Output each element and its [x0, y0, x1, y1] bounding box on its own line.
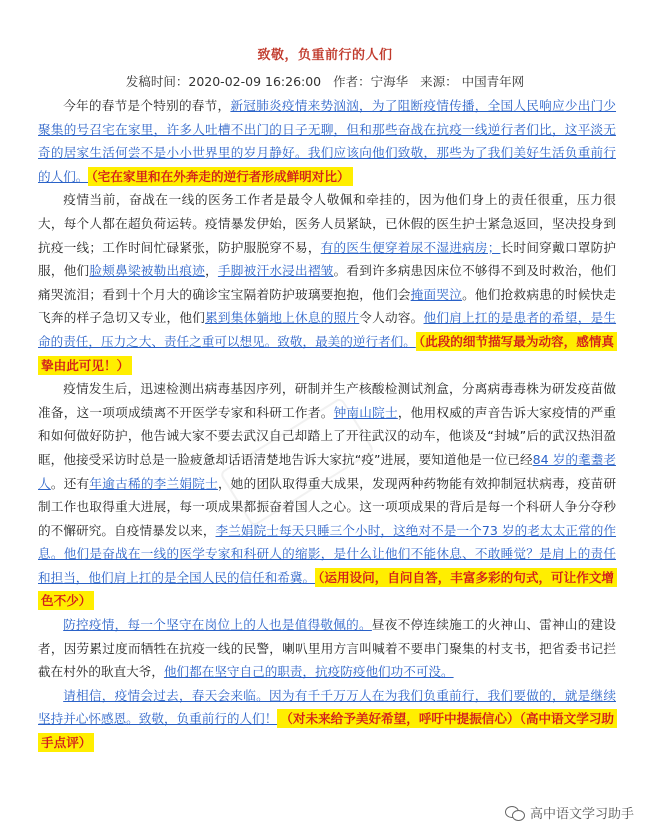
body-text: 疫情当前，奋战在一线的医务工作者是最令人敬佩和牵挂的，因为他们身上的责任很重，压力很大，每个人都在超负荷运转。疫情暴发伊始，医务人员紧缺，已休假的医生护士紧急返回，坚决投身到抗疫一线；工作时间忙碌紧张，防护服脱穿不易，	[38, 192, 616, 255]
body-text: 今年的春节是个特别的春节，	[63, 98, 231, 113]
article-meta	[0, 72, 650, 90]
underlined-highlight: 防控疫情，每一个坚守在岗位上的人也是值得敬佩的。	[63, 617, 372, 633]
underlined-highlight: 请相信，疫情会过去，春天会来临。因为有千千万万人在为我们负重前行，我们要做的，就是继续坚持并心怀感恩。致敬，负重前行的人们！	[38, 687, 616, 727]
annotation-note: （此段的细节描写最为动容，感情真挚由此可见！）	[38, 332, 617, 375]
underlined-highlight: 手脚被汗水浸出褶皱	[217, 263, 334, 279]
body-text: ，	[205, 263, 218, 279]
underlined-highlight: 掩面哭泣	[410, 286, 463, 302]
underlined-highlight: 新冠肺炎疫情来势汹汹，为了阻断疫情传播，全国人民响应少出门少聚集的号召宅在家里，许多人吐槽不出门的日子无聊，但和那些奋战在抗疫一线逆行者们比，这平淡无奇的居家生活何尝不是小小世界里的岁月静好。我们应该向他们致敬，那些为了我们美好生活负重前行的人们。	[38, 98, 617, 184]
brand-watermark	[503, 803, 636, 822]
article-paragraph	[38, 684, 616, 755]
body-text: 昼夜不停连续施工的火神山、雷神山的建设者，因劳累过度而牺牲在抗疫一线的民警，喇叭里用方言叫喊着不要串门聚集的村支书，把省委书记拦截在村外的耿直大爷，	[38, 617, 617, 680]
author: 作者：宁海华	[333, 74, 409, 89]
article-body	[38, 94, 616, 755]
article-paragraph	[38, 94, 616, 188]
body-text: 。还有	[50, 475, 90, 491]
publish-date: 发稿时间：2020-02-09 16:26:00	[125, 74, 322, 89]
underlined-highlight: 他们肩上扛的是患者的希望，是生命的责任，压力之大、责任之重可以想见。致敬，最美的逆行者们。	[38, 310, 617, 349]
article-paragraph	[38, 188, 616, 377]
annotation-note: （宅在家里和在外奔走的逆行者形成鲜明对比）	[88, 167, 352, 186]
annotation-note: （运用设问，自问自答，丰富多彩的句式，可让作文增色不少）	[38, 568, 617, 611]
source: 来源： 中国青年网	[420, 74, 525, 89]
body-text: ，他用权威的声音告诉大家疫情的严重和如何做好防护，他告诫大家不要去武汉自己却踏上了开往武汉的动车，他谈及“封城”后的武汉热泪盈眶，他接受采访时总是一脸疲惫却话语清楚地告诉大家抗“疫”进展，要知道他是一位已经	[38, 404, 617, 467]
underlined-highlight: 年逾古稀的李兰娟院士	[89, 475, 218, 491]
wechat-icon	[505, 805, 525, 821]
body-text: 。看到许多病患因床位不够得不到及时救治，他们痛哭流泪；看到十个月大的确诊宝宝隔着防护玻璃要抱抱，他们会	[38, 263, 617, 302]
body-text: 长时间穿戴口罩防护服，他们	[38, 239, 617, 279]
article-paragraph	[38, 377, 616, 613]
body-text: 。他们抢救病患的时候快走飞奔的样子急切又专业，他们	[38, 286, 617, 326]
underlined-highlight: 累到集体躺地上休息的照片	[205, 310, 360, 326]
body-text: ，她的团队取得重大成果，发现两种药物能有效抑制冠状病毒，疫苗研制工作也取得重大进展，每一项成果都振奋着国人之心。这一项项成果的背后是每一个科研人争分夺秒的不懈研究。自疫情暴发以来，	[38, 475, 617, 538]
body-text: 疫情发生后，迅速检测出病毒基因序列，研制并生产核酸检测试剂盒，分离病毒毒株为研发疫苗做准备，这一项项成绩离不开医学专家和科研工作者。	[38, 381, 616, 420]
underlined-highlight: 有的医生便穿着尿不湿进病房；	[320, 239, 501, 255]
article-title: 致敬，负重前行的人们	[257, 48, 393, 63]
underlined-highlight: 李兰娟院士每天只睡三个小时，这绝对不是一个73 岁的老太太正常的作息。他们是奋战在一线的医学专家和科研人的缩影，是什么让他们不能休息、不敢睡觉？是肩上的责任和担当，他们肩上扛的是全国人民的信任和希冀。	[38, 522, 617, 585]
underlined-highlight: 他们都在坚守自己的职责，抗疫防疫他们功不可没。	[163, 664, 454, 680]
brand-label: 高中语文学习助手	[529, 807, 634, 822]
underlined-highlight: 84 岁的耄耋老人	[38, 451, 616, 491]
article-paragraph	[38, 613, 616, 684]
underlined-highlight: 脸颊鼻梁被勒出痕迹	[89, 263, 206, 279]
body-text: 令人动容。	[359, 310, 424, 326]
annotation-note: （对未来给予美好希望，呼吁中提振信心）（高中语文学习助手点评）	[38, 709, 617, 752]
underlined-highlight: 钟南山院士	[333, 404, 398, 420]
